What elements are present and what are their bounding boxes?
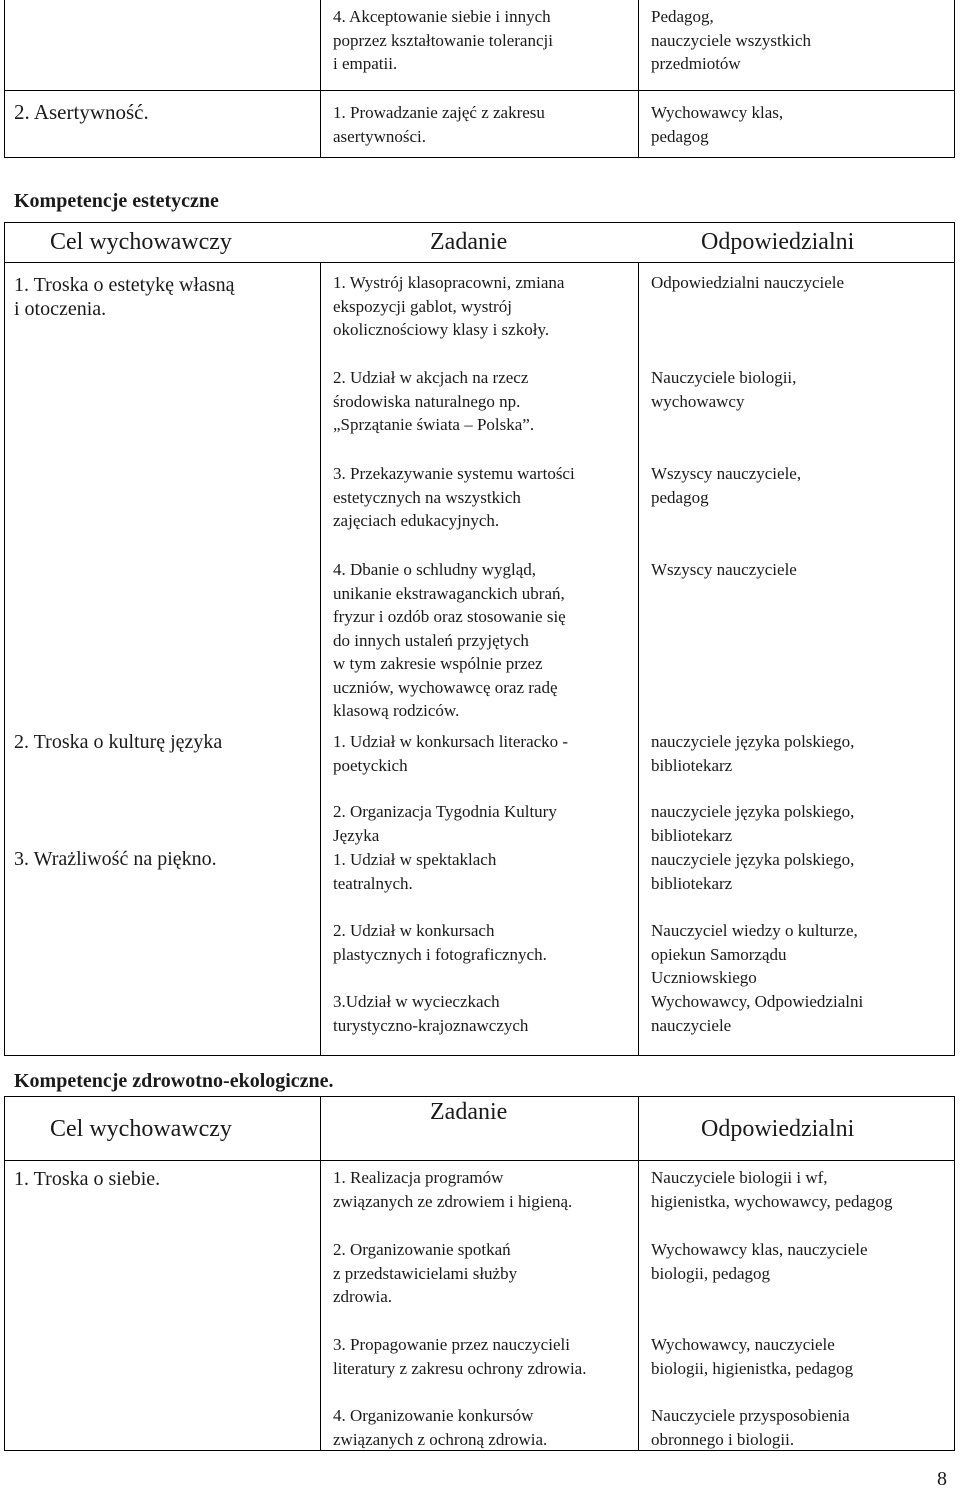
odpowiedzialni-item: Nauczyciele biologii, wychowawcy [651,368,797,411]
zadanie-item: 3. Propagowanie przez nauczycieli literatury z zakresu ochrony zdrowia. [333,1335,587,1378]
table-cell-zadanie: 4. Akceptowanie siebie i innych poprzez kształtowanie tolerancji i empatii. [333,7,553,73]
zadanie-item: 2. Organizacja Tygodnia Kultury Języka [333,802,557,845]
section-heading-zdrowotne: Kompetencje zdrowotno-ekologiczne. [14,1070,334,1092]
table-border [954,0,955,158]
column-header-zadanie: Zadanie [430,1099,508,1125]
table-border [4,222,5,1056]
table-cell-zadanie: 1. Prowadzanie zajęć z zakresu asertywności. [333,103,545,146]
table-border [638,0,639,158]
table-border [4,1055,955,1056]
column-header-cel: Cel wychowawczy [50,1116,232,1142]
table-border [4,1096,5,1451]
page-number: 8 [937,1468,947,1490]
odpowiedzialni-item: nauczyciele języka polskiego, bibliotekarz [651,802,855,845]
table-border [638,1096,639,1451]
table-border [320,0,321,158]
table-cell-odpowiedzialni: Wychowawcy klas, pedagog [651,103,784,146]
table-border [4,262,955,263]
column-header-zadanie: Zadanie [430,229,508,255]
zadanie-item: 2. Udział w akcjach na rzecz środowiska naturalnego np. „Sprzątanie świata – Polska”. [333,368,535,434]
odpowiedzialni-item: Wychowawcy, nauczyciele biologii, higienistka, pedagog [651,1335,854,1378]
cel-item: 2. Troska o kulturę języka [14,731,223,753]
table-border [4,1160,955,1161]
table-cell-cel: 2. Asertywność. [14,100,149,124]
section-heading-estetyczne: Kompetencje estetyczne [14,190,219,212]
odpowiedzialni-item: Wychowawcy klas, nauczyciele biologii, pedagog [651,1240,868,1283]
zadanie-item: 2. Udział w konkursach plastycznych i fotograficznych. [333,921,547,964]
table-border [638,262,639,1056]
zadanie-item: 4. Organizowanie konkursów związanych z ochroną zdrowia. [333,1406,548,1449]
zadanie-item: 3.Udział w wycieczkach turystyczno-krajoznawczych [333,992,529,1035]
odpowiedzialni-item: Wszyscy nauczyciele [651,560,797,579]
zadanie-item: 2. Organizowanie spotkań z przedstawicielami służby zdrowia. [333,1240,518,1306]
cel-item: 1. Troska o estetykę własną i otoczenia. [14,274,235,320]
table-border [954,1096,955,1451]
zadanie-item: 1. Udział w konkursach literacko - poetyckich [333,732,569,775]
zadanie-item: 1. Realizacja programów związanych ze zdrowiem i higieną. [333,1168,573,1211]
odpowiedzialni-item: Nauczyciele przysposobienia obronnego i biologii. [651,1406,850,1449]
zadanie-item: 1. Wystrój klasopracowni, zmiana ekspozycji gablot, wystrój okolicznościowy klasy i szkoły. [333,273,565,339]
table-border [4,157,955,158]
odpowiedzialni-item: nauczyciele języka polskiego, bibliotekarz [651,732,855,775]
table-border [4,0,5,158]
zadanie-item: 1. Udział w spektaklach teatralnych. [333,850,497,893]
odpowiedzialni-item: Wszyscy nauczyciele, pedagog [651,464,802,507]
table-border [4,222,955,223]
table-cell-odpowiedzialni: Pedagog, nauczyciele wszystkich przedmiotów [651,7,812,73]
column-header-odpowiedzialni: Odpowiedzialni [701,229,855,255]
odpowiedzialni-item: Nauczyciel wiedzy o kulturze, opiekun Samorządu Uczniowskiego [651,921,858,987]
column-header-odpowiedzialni: Odpowiedzialni [701,1116,855,1142]
zadanie-item: 4. Dbanie o schludny wygląd, unikanie ekstrawaganckich ubrań, fryzur i ozdób oraz stosowanie się do innych ustaleń przyjętych w tym zakresie wspólnie przez uczniów, wychowawcę oraz radę klasową rodziców. [333,560,566,720]
table-border [954,222,955,1056]
cel-item: 3. Wrażliwość na piękno. [14,848,217,870]
odpowiedzialni-item: Wychowawcy, Odpowiedzialni nauczyciele [651,992,864,1035]
odpowiedzialni-item: Odpowiedzialni nauczyciele [651,273,845,292]
odpowiedzialni-item: nauczyciele języka polskiego, bibliotekarz [651,850,855,893]
table-border [4,1096,955,1097]
table-border [320,262,321,1056]
table-border [320,1096,321,1451]
zadanie-item: 3. Przekazywanie systemu wartości estetycznych na wszystkich zajęciach edukacyjnych. [333,464,575,530]
odpowiedzialni-item: Nauczyciele biologii i wf, higienistka, wychowawcy, pedagog [651,1168,893,1211]
cel-item: 1. Troska o siebie. [14,1168,161,1190]
column-header-cel: Cel wychowawczy [50,229,232,255]
table-border [4,90,955,91]
